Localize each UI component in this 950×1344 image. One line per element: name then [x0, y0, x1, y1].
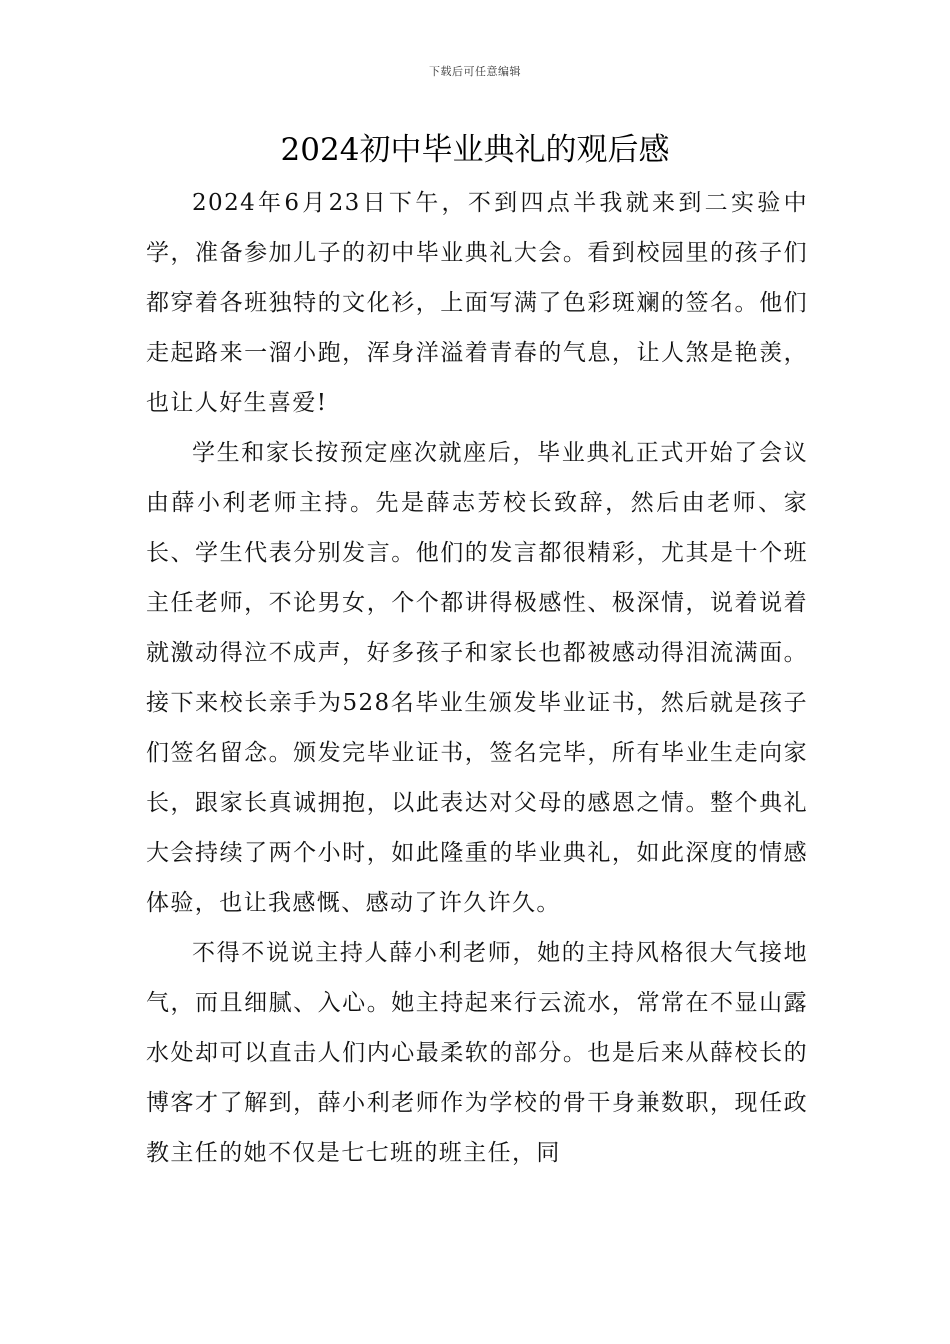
paragraph-3: 不得不说说主持人薛小利老师，她的主持风格很大气接地气，而且细腻、入心。她主持起来行云流水，常常在不显山露水处却可以直击人们内心最柔软的部分。也是后来从薛校长的博客才了解到，薛小利老师作为学校的骨干身兼数职，现任政教主任的她不仅是七七班的班主任，同: [146, 940, 808, 1166]
document-body: [146, 178, 808, 1178]
paragraph-1: 2024年6月23日下午，不到四点半我就来到二实验中学，准备参加儿子的初中毕业典礼大会。看到校园里的孩子们都穿着各班独特的文化衫，上面写满了色彩斑斓的签名。他们走起路来一溜小跑，浑身洋溢着青春的气息，让人煞是艳羡，也让人好生喜爱!: [146, 190, 808, 416]
document-title: 2024初中毕业典礼的观后感: [280, 132, 670, 168]
header-note: 下载后可任意编辑: [429, 65, 521, 78]
paragraph-2: 学生和家长按预定座次就座后，毕业典礼正式开始了会议由薛小利老师主持。先是薛志芳校长致辞，然后由老师、家长、学生代表分别发言。他们的发言都很精彩，尤其是十个班主任老师，不论男女，个个都讲得极感性、极深情，说着说着就激动得泣不成声，好多孩子和家长也都被感动得泪流满面。接下来校长亲手为528名毕业生颁发毕业证书，然后就是孩子们签名留念。颁发完毕业证书，签名完毕，所有毕业生走向家长，跟家长真诚拥抱，以此表达对父母的感恩之情。整个典礼大会持续了两个小时，如此隆重的毕业典礼，如此深度的情感体验，也让我感慨、感动了许久许久。: [146, 440, 808, 916]
